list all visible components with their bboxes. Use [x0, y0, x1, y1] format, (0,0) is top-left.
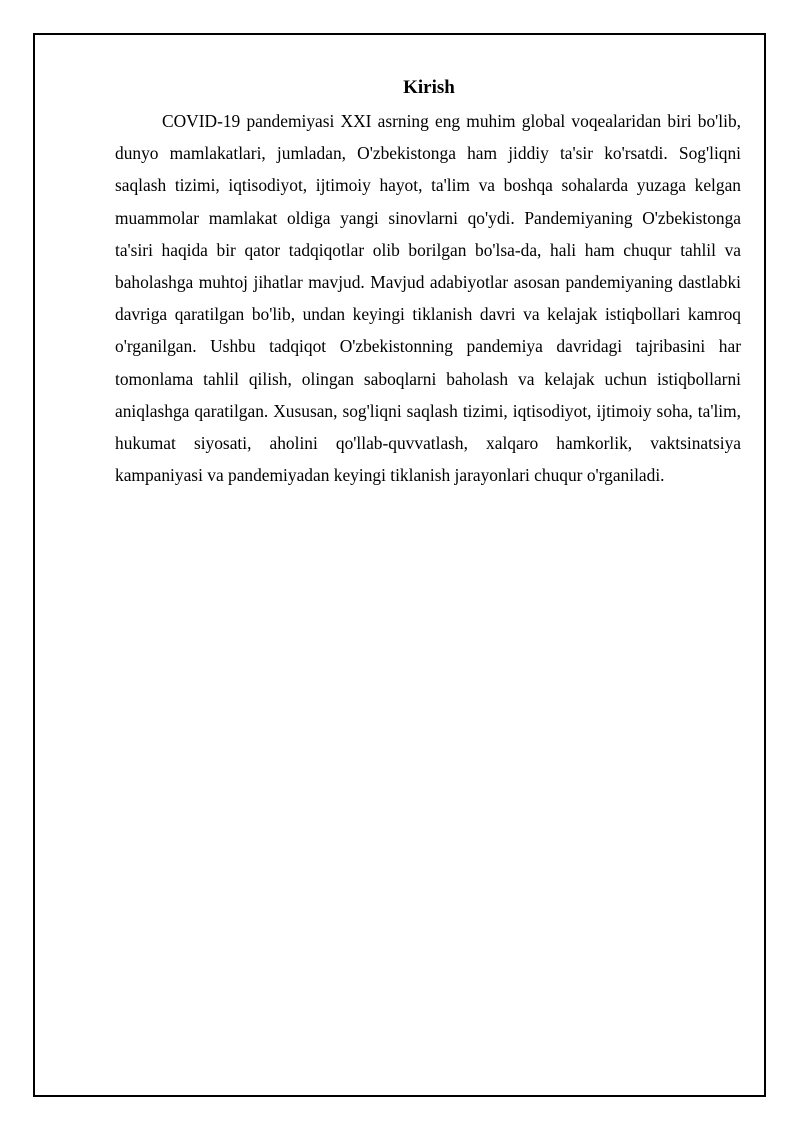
document-body	[115, 72, 741, 491]
page-title: Kirish	[403, 77, 455, 98]
intro-paragraph: COVID-19 pandemiyasi XXI asrning eng muhim global voqealaridan biri bo'lib, dunyo mamlakatlari, jumladan, O'zbekistonga ham jiddiy ta'sir ko'rsatdi. Sog'liqni saqlash tizimi, iqtisodiyot, ijtimoiy hayot, ta'lim va boshqa sohalarda yuzaga kelgan muammolar mamlakat oldiga yangi sinovlarni qo'ydi. Pandemiyaning O'zbekistonga ta'siri haqida bir qator tadqiqotlar olib borilgan bo'lsa-da, hali ham chuqur tahlil va baholashga muhtoj jihatlar mavjud. Mavjud adabiyotlar asosan pandemiyaning dastlabki davriga qaratilgan bo'lib, undan keyingi tiklanish davri va kelajak istiqbollari kamroq o'rganilgan. Ushbu tadqiqot O'zbekistonning pandemiya davridagi tajribasini har tomonlama tahlil qilish, olingan saboqlarni baholash va kelajak uchun istiqbollarni aniqlashga qaratilgan. Xususan, sog'liqni saqlash tizimi, iqtisodiyot, ijtimoiy soha, ta'lim, hukumat siyosati, aholini qo'llab-quvvatlash, xalqaro hamkorlik, vaktsinatsiya kampaniyasi va pandemiyadan keyingi tiklanish jarayonlari chuqur o'rganiladi.	[115, 111, 741, 486]
